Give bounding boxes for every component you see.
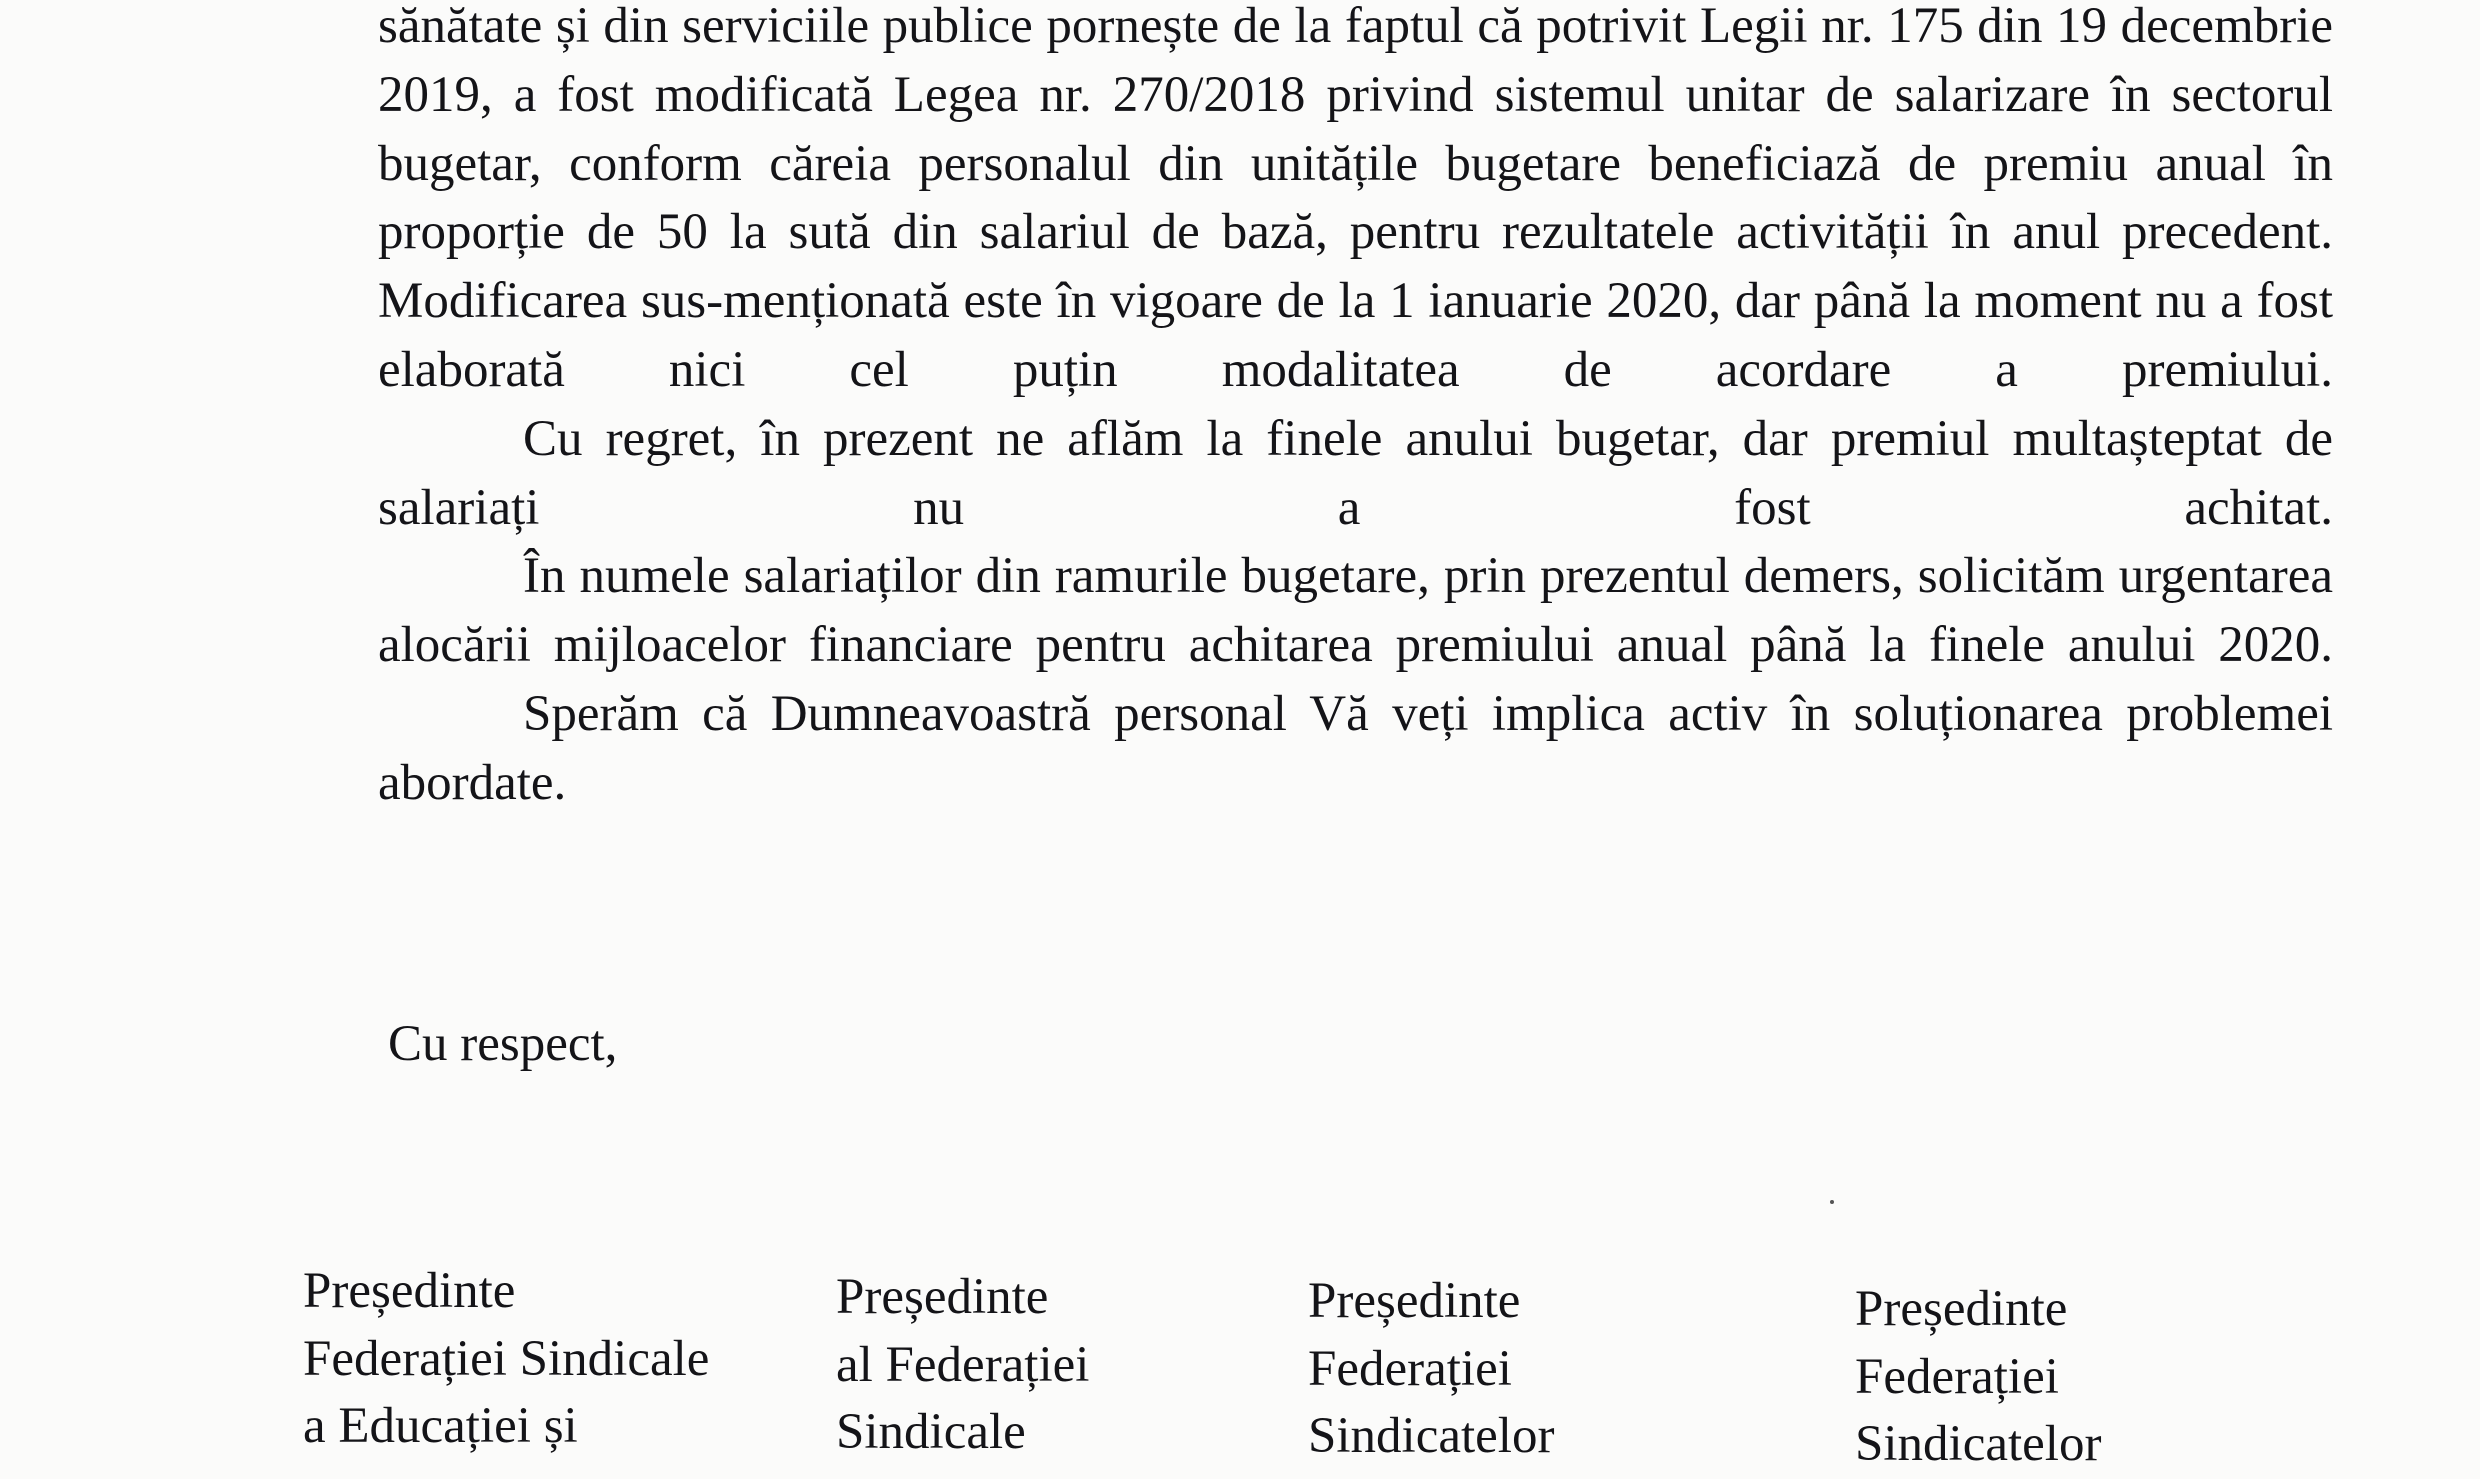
text-line: În numele salariaților din ramurile bugetare, prin prezentul demers, solicităm bbox=[523, 548, 2105, 605]
text-line: Cu regret, în prezent ne aflăm la finele anului bugetar, dar premiul bbox=[523, 410, 1990, 467]
paragraph-hope bbox=[378, 680, 2333, 818]
text-line: modalitatea de acordare a premiului. bbox=[1221, 341, 2334, 398]
signatory-2 bbox=[836, 1264, 1089, 1467]
text-line: de la 1 ianuarie 2020, dar până la moment nu a fost elaborată nici cel puțin bbox=[378, 273, 2333, 398]
paragraph-regret bbox=[378, 405, 2333, 543]
signatory-org-line: Federației bbox=[1855, 1348, 2059, 1405]
text-line: finele anului 2020. bbox=[1928, 617, 2333, 674]
signatory-3 bbox=[1308, 1268, 1554, 1471]
signatory-title: Președinte bbox=[303, 1263, 516, 1319]
signatory-org-line: Sindicale bbox=[836, 1404, 1026, 1460]
text-line: urgentarea alocării mijloacelor financiare pentru achitarea premiului anual până la bbox=[378, 548, 2333, 674]
signatory-title: Președinte bbox=[836, 1269, 1049, 1325]
letter-body bbox=[378, 0, 2333, 818]
signatory-title: Președinte bbox=[1308, 1273, 1521, 1329]
text-line: Sperăm că Dumneavoastră personal Vă veți implica activ în soluționarea bbox=[523, 685, 2103, 742]
signatory-org-line: al Federației bbox=[836, 1336, 1090, 1393]
closing-salutation: Cu respect, bbox=[388, 1016, 618, 1072]
text-line: rezultatele activității în anul precedent. Modificarea sus-menționată este în vigoare bbox=[378, 204, 2333, 330]
text-line: sănătate și din serviciile publice pornește de la faptul că potrivit Legii nr. 175 din 19 bbox=[378, 0, 2108, 54]
text-line: decembrie 2019, a fost modificată Legea nr. 270/2018 privind sistemul unitar de bbox=[378, 0, 2333, 123]
text-line: multașteptat de salariați nu a fost achitat. bbox=[378, 410, 2333, 536]
signatory-title: Președinte bbox=[1855, 1281, 2068, 1337]
paragraph-request bbox=[378, 542, 2333, 680]
signatory-org-line: Sindicatelor bbox=[1308, 1408, 1555, 1464]
text-line: beneficiază de premiu anual în proporție de 50 la sută din salariul de bază, pentru bbox=[378, 135, 2333, 261]
text-line: salarizare în sectorul bugetar, conform căreia personalul din unitățile bugetare bbox=[378, 66, 2333, 192]
signatory-org-line: Federației bbox=[1308, 1340, 1512, 1397]
signatory-org-line: Sindicatelor bbox=[1855, 1416, 2102, 1472]
text-line: problemei abordate. bbox=[378, 685, 2333, 811]
signatory-4 bbox=[1855, 1276, 2101, 1479]
signatory-1 bbox=[303, 1258, 709, 1461]
paragraph-salary-law bbox=[378, 0, 2333, 405]
scan-speck bbox=[1830, 1200, 1834, 1204]
signatory-org-line: Federației Sindicale bbox=[303, 1330, 710, 1387]
signatory-org-line: a Educației și bbox=[303, 1398, 578, 1454]
